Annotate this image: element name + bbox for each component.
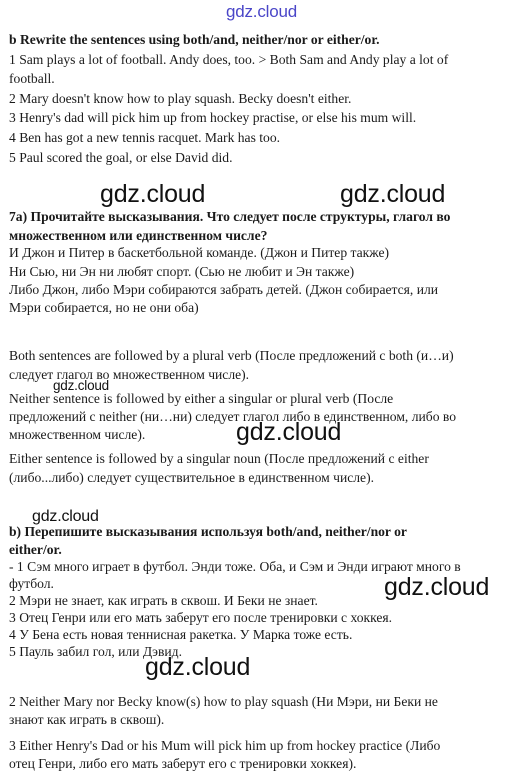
text-line: 5 Пауль забил гол, или Дэвид. — [9, 644, 182, 659]
watermark: gdz.cloud — [32, 508, 99, 525]
watermark: gdz.cloud — [100, 180, 206, 208]
text-line: 5 Paul scored the goal, or else David did. — [9, 150, 233, 165]
answer-line: (либо...либо) следует существительное в единственном числе). — [9, 470, 375, 485]
text-line: И Джон и Питер в баскетбольной команде. (Джон и Питер также) — [9, 245, 390, 260]
answer-line: множественном числе). — [9, 427, 146, 442]
text-line: 3 Henry's dad will pick him up from hockey practise, or else his mum will. — [9, 110, 417, 125]
text-line: Ни Сью, ни Эн ни любят спорт. (Сью не любит и Эн также) — [9, 264, 355, 279]
answer-line: отец Генри, либо его мать заберут его с тренировки хоккея). — [9, 756, 357, 771]
answer-line: 2 Neither Mary nor Becky know(s) how to play squash (Ни Мэри, ни Беки не — [9, 694, 438, 709]
answer-line: знают как играть в сквош). — [9, 712, 165, 727]
section-b-heading: b Rewrite the sentences using both/and, neither/nor or either/or. — [9, 32, 380, 47]
text-line: 2 Мэри не знает, как играть в сквош. И Беки не знает. — [9, 593, 318, 608]
answer-line: Either sentence is followed by a singular noun (После предложений с either — [9, 451, 429, 466]
watermark: gdz.cloud — [145, 653, 251, 681]
text-line: 1 Sam plays a lot of football. Andy does, too. > Both Sam and Andy play a lot of — [9, 52, 449, 67]
watermark: gdz.cloud — [384, 573, 490, 601]
text-line: Либо Джон, либо Мэри собираются забрать детей. (Джон собирается, или — [9, 282, 439, 297]
text-line: 4 У Бена есть новая теннисная ракетка. У Марка тоже есть. — [9, 627, 353, 642]
answer-line: предложений с neither (ни…ни) следует глагол либо в единственном, либо во — [9, 409, 457, 424]
section-7a-heading: 7а) Прочитайте высказывания. Что следует после структуры, глагол во — [9, 209, 451, 224]
text-line: 4 Ben has got a new tennis racquet. Mark has too. — [9, 130, 281, 145]
watermark: gdz.cloud — [340, 180, 446, 208]
text-line: 3 Отец Генри или его мать заберут его после тренировки с хоккея. — [9, 610, 393, 625]
section-7a-heading: множественном или единственном числе? — [9, 228, 268, 243]
section-b-ru-heading: either/or. — [9, 542, 62, 557]
watermark: gdz.cloud — [53, 378, 109, 393]
answer-line: следует глагол во множественном числе). — [9, 367, 250, 382]
answer-line: 3 Either Henry's Dad or his Mum will pick him up from hockey practice (Либо — [9, 738, 441, 753]
answer-line: Both sentences are followed by a plural verb (После предложений с both (и…и) — [9, 348, 454, 363]
answer-line: Neither sentence is followed by either a singular or plural verb (После — [9, 391, 394, 406]
text-line: 2 Mary doesn't know how to play squash. Becky doesn't either. — [9, 91, 352, 106]
watermark-top: gdz.cloud — [226, 2, 297, 21]
text-line: football. — [9, 71, 55, 86]
section-b-ru-heading: b) Перепишите высказывания используя both/and, neither/nor or — [9, 524, 407, 539]
text-line: Мэри собирается, но не они оба) — [9, 300, 199, 315]
text-line: - 1 Сэм много играет в футбол. Энди тоже. Оба, и Сэм и Энди играют много в — [9, 559, 461, 574]
watermark: gdz.cloud — [236, 418, 342, 446]
text-line: футбол. — [9, 576, 54, 591]
